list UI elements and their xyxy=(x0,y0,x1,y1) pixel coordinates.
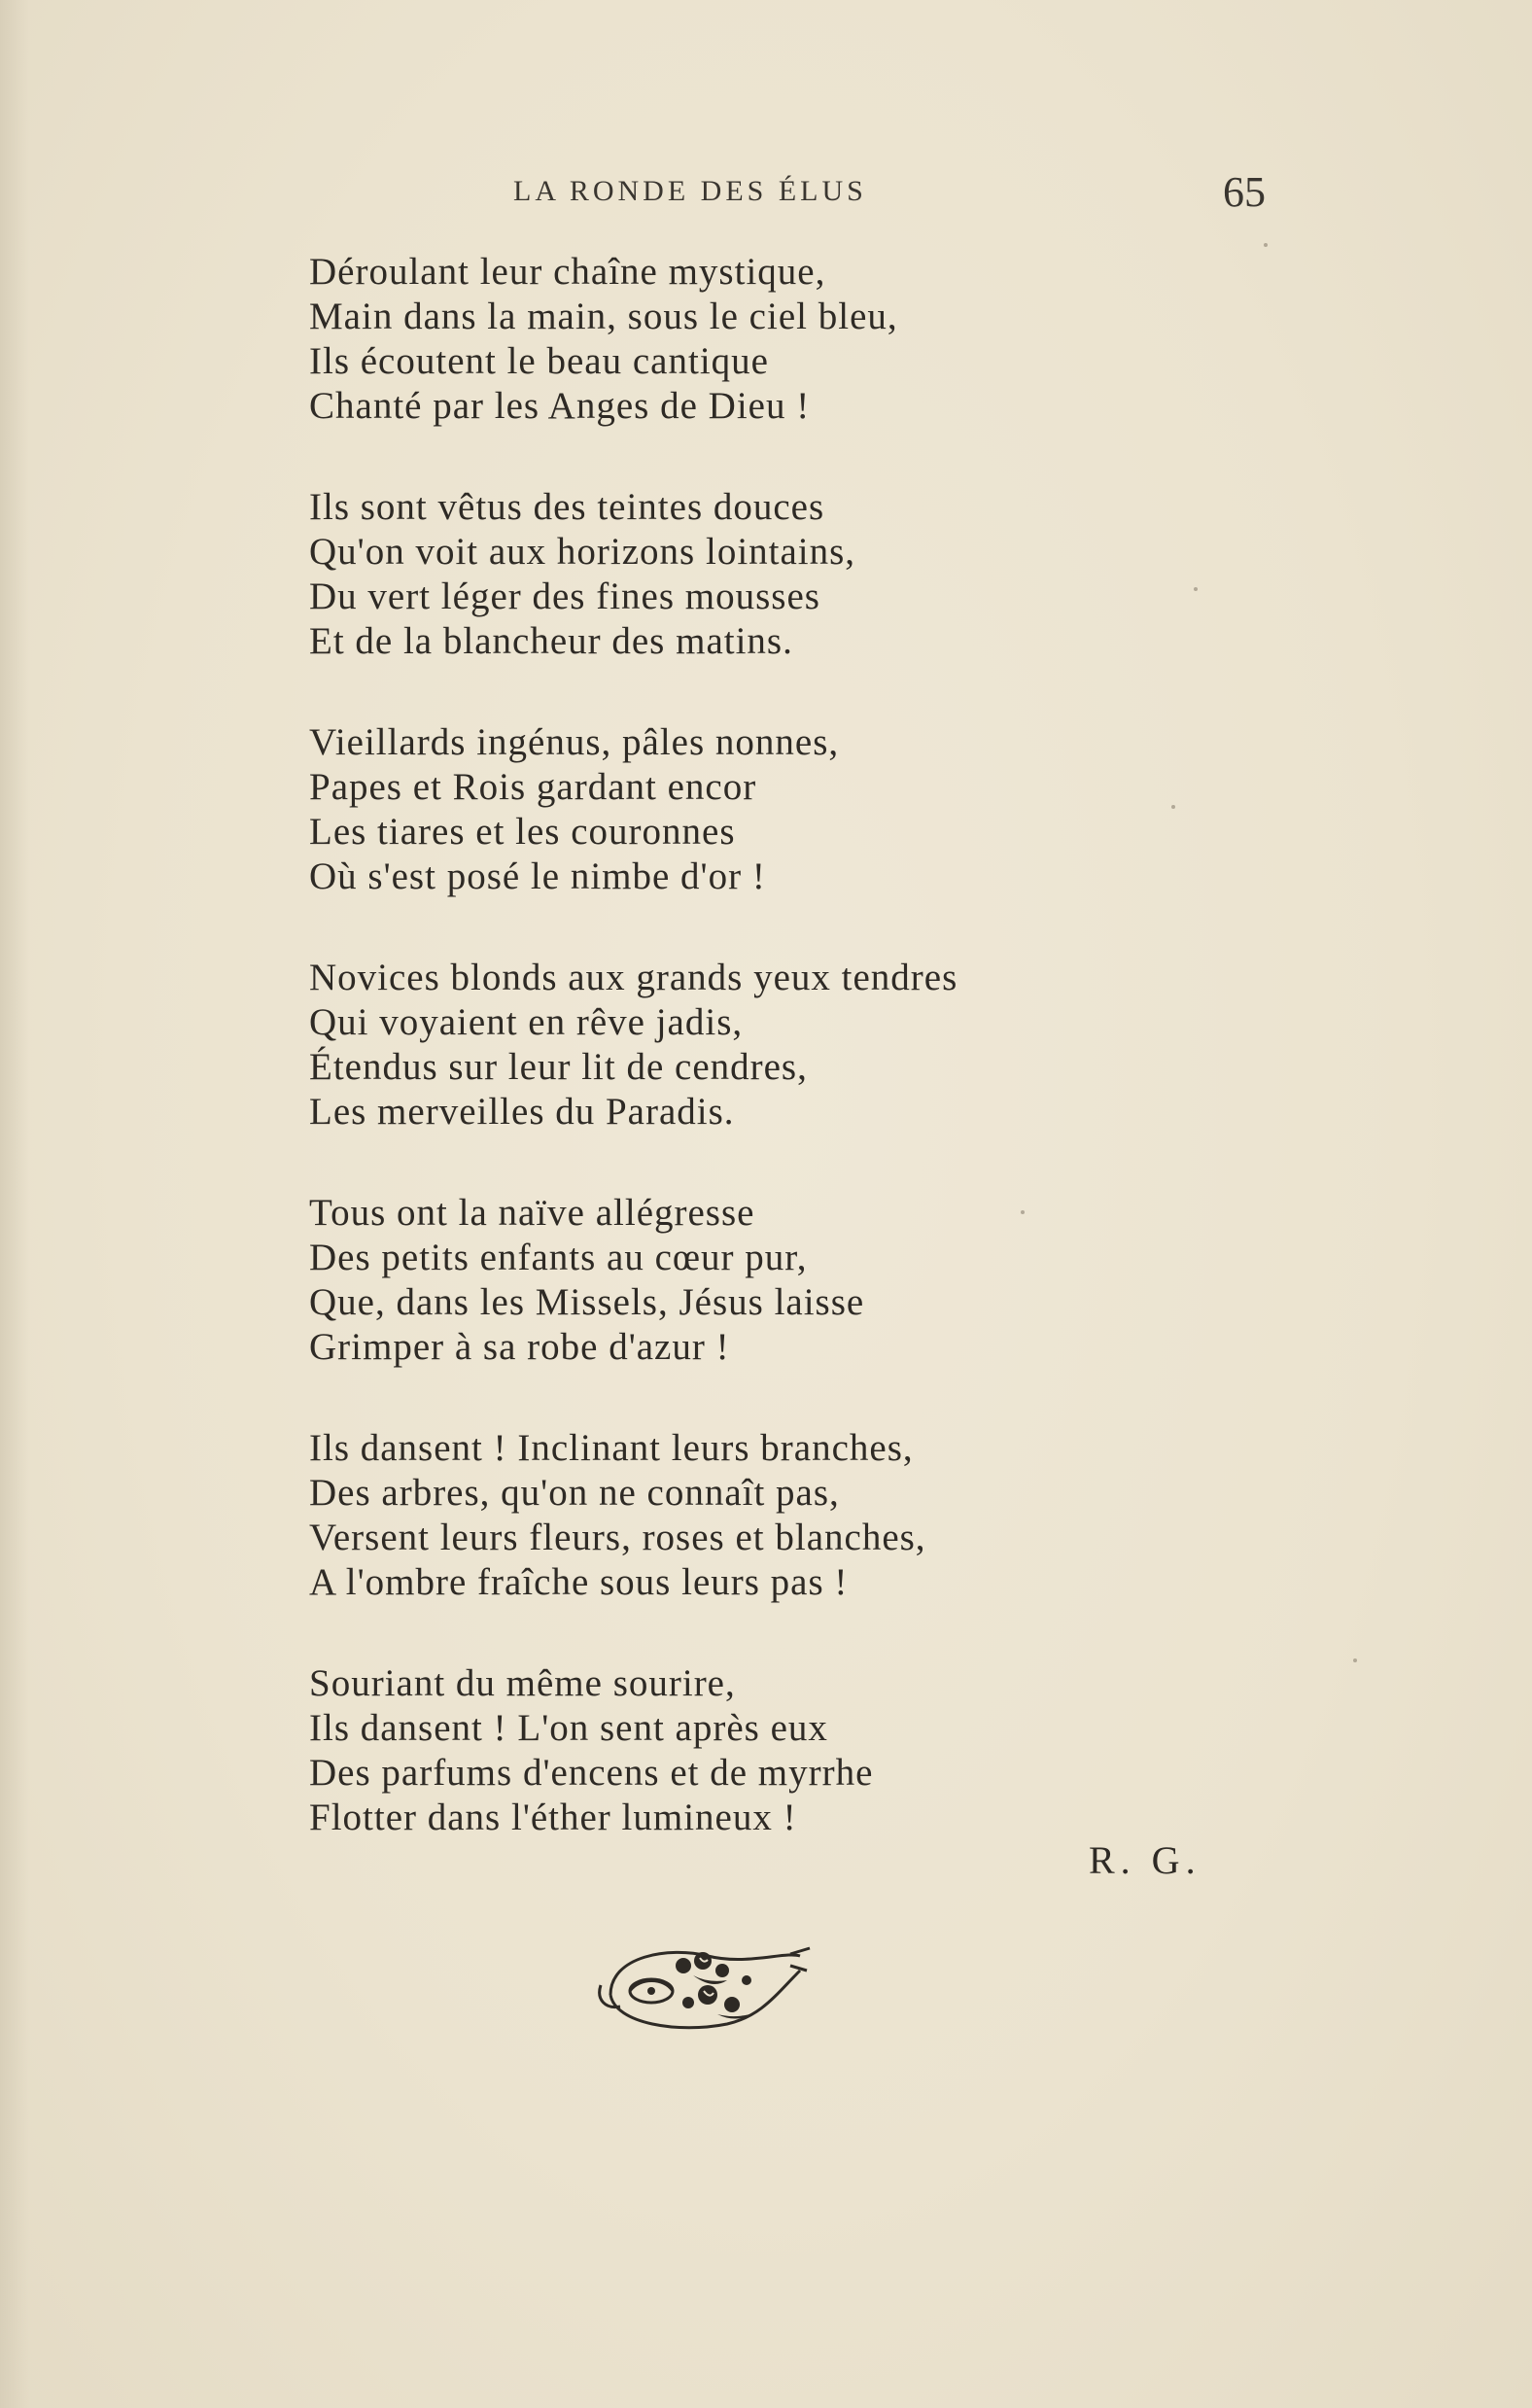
poem-line: Chanté par les Anges de Dieu ! xyxy=(309,385,811,427)
poem-line: Papes et Rois gardant encor xyxy=(309,766,757,808)
poem-line: Que, dans les Missels, Jésus laisse xyxy=(309,1281,865,1323)
poem-line: Flotter dans l'éther lumineux ! xyxy=(309,1797,797,1838)
paper-speck xyxy=(1171,805,1175,809)
poem-line: Des parfums d'encens et de myrrhe xyxy=(309,1752,874,1794)
stanza xyxy=(309,956,1281,1134)
poem-line: Ils sont vêtus des teintes douces xyxy=(309,486,825,528)
poem-line: Où s'est posé le nimbe d'or ! xyxy=(309,855,766,897)
paper-speck xyxy=(1194,587,1198,591)
paper-speck xyxy=(1353,1658,1357,1662)
poem-line: Étendus sur leur lit de cendres, xyxy=(309,1046,808,1088)
poem-line: Des arbres, qu'on ne connaît pas, xyxy=(309,1472,840,1514)
stanza xyxy=(309,250,1281,429)
poem-line: Qui voyaient en rêve jadis, xyxy=(309,1001,744,1043)
stanza xyxy=(309,1426,1281,1605)
running-title: LA RONDE DES ÉLUS xyxy=(513,175,867,207)
poem xyxy=(309,250,1281,1897)
poem-line: Tous ont la naïve allégresse xyxy=(309,1192,755,1234)
poem-line: Et de la blancheur des matins. xyxy=(309,620,793,662)
poem-line: Du vert léger des fines mousses xyxy=(309,576,820,617)
poem-line: Les tiares et les couronnes xyxy=(309,811,736,853)
poem-line: A l'ombre fraîche sous leurs pas ! xyxy=(309,1561,849,1603)
poem-line: Souriant du même sourire, xyxy=(309,1662,736,1704)
binding-shadow xyxy=(0,0,29,2408)
poem-line: Grimper à sa robe d'azur ! xyxy=(309,1326,730,1368)
poem-line: Ils dansent ! Inclinant leurs branches, xyxy=(309,1427,914,1469)
poem-line: Vieillards ingénus, pâles nonnes, xyxy=(309,721,840,763)
stanza xyxy=(309,720,1281,899)
poem-line: Les merveilles du Paradis. xyxy=(309,1091,735,1133)
poem-line: Ils dansent ! L'on sent après eux xyxy=(309,1707,828,1749)
poem-line: Novices blonds aux grands yeux tendres xyxy=(309,957,958,998)
author-signature: R. G. xyxy=(1089,1838,1201,1882)
poem-line: Ils écoutent le beau cantique xyxy=(309,340,769,382)
stanza xyxy=(309,485,1281,664)
paper-speck xyxy=(1264,243,1268,247)
page-number: 65 xyxy=(1223,168,1266,216)
poem-line: Déroulant leur chaîne mystique, xyxy=(309,251,826,293)
poem-line: Des petits enfants au cœur pur, xyxy=(309,1237,808,1278)
paper-speck xyxy=(1021,1210,1025,1214)
poem-line: Main dans la main, sous le ciel bleu, xyxy=(309,296,898,337)
floral-vignette-icon xyxy=(591,1927,815,2043)
stanza xyxy=(309,1191,1281,1370)
poem-line: Versent leurs fleurs, roses et blanches, xyxy=(309,1517,926,1558)
stanza xyxy=(309,1661,1281,1840)
poem-line: Qu'on voit aux horizons lointains, xyxy=(309,531,856,573)
